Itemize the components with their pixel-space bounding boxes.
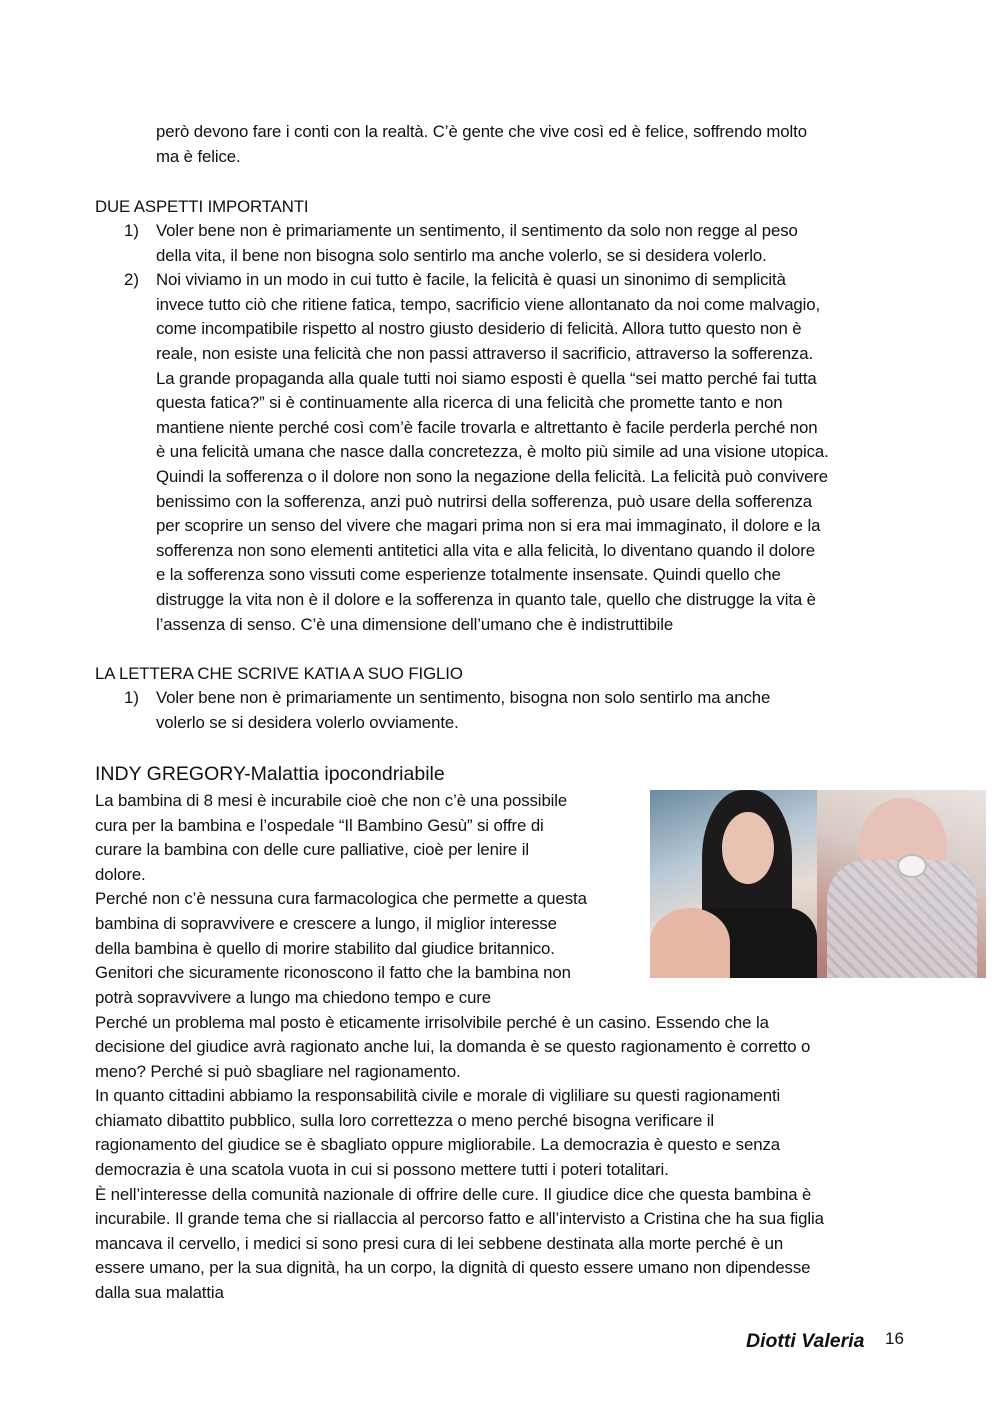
paragraph-line: democrazia è una scatola vuota in cui si possono mettere tutti i poteri totalitari.: [95, 1160, 669, 1179]
paragraph-line: della bambina è quello di morire stabilito dal giudice britannico.: [95, 939, 555, 958]
list-item-line: invece tutto ciò che ritiene fatica, tempo, sacrificio viene allontanato da noi come malvagio,: [156, 295, 821, 314]
section-heading: LA LETTERA CHE SCRIVE KATIA A SUO FIGLIO: [95, 664, 463, 683]
paragraph-line: potrà sopravvivere a lungo ma chiedono tempo e cure: [95, 988, 492, 1007]
paragraph-line: La bambina di 8 mesi è incurabile cioè che non c’è una possibile: [95, 791, 568, 810]
paragraph-line: Genitori che sicuramente riconoscono il fatto che la bambina non: [95, 963, 571, 982]
paragraph-line: chiamato dibattito pubblico, sulla loro correttezza o meno perché bisogna verificare il: [95, 1111, 715, 1130]
list-number: 2): [124, 270, 139, 289]
paragraph-line: dalla sua malattia: [95, 1283, 224, 1302]
list-item-line: questa fatica?” si è continuamente alla ricerca di una felicità che promette tanto e non: [156, 393, 783, 412]
list-item-line: Voler bene non è primariamente un sentimento, bisogna non solo sentirlo ma anche: [156, 688, 771, 707]
paragraph-line: dolore.: [95, 865, 146, 884]
list-item-line: distrugge la vita non è il dolore e la sofferenza in quanto tale, quello che distrugge la vita è: [156, 590, 816, 609]
list-item-line: benissimo con la sofferenza, anzi può nutrirsi della sofferenza, può usare della sofferenza: [156, 492, 813, 511]
list-number: 1): [124, 688, 139, 707]
list-item-line: per scoprire un senso del vivere che magari prima non si era mai immaginato, il dolore e la: [156, 516, 821, 535]
paragraph-line: bambina di sopravvivere e crescere a lungo, il miglior interesse: [95, 914, 557, 933]
list-item-line: Voler bene non è primariamente un sentimento, il sentimento da solo non regge al peso: [156, 221, 798, 240]
intro-line: ma è felice.: [156, 147, 241, 166]
list-item-line: Noi viviamo in un modo in cui tutto è facile, la felicità è quasi un sinonimo di semplicità: [156, 270, 786, 289]
intro-line: però devono fare i conti con la realtà. C’è gente che vive così ed è felice, soffrendo molto: [156, 122, 807, 141]
list-item-line: reale, non esiste una felicità che non passi attraverso il sacrificio, attraverso la sofferenza.: [156, 344, 814, 363]
section-heading: DUE ASPETTI IMPORTANTI: [95, 197, 309, 216]
paragraph-line: essere umano, per la sua dignità, ha un corpo, la dignità di questo essere umano non dipendesse: [95, 1258, 811, 1277]
list-item-line: sofferenza non sono elementi antitetici alla vita e alla felicità, lo diventano quando il dolore: [156, 541, 815, 560]
paragraph-line: Perché non c’è nessuna cura farmacologica che permette a questa: [95, 889, 587, 908]
list-item-line: volerlo se si desidera volerlo ovviamente.: [156, 713, 459, 732]
section-title: INDY GREGORY-Malattia ipocondriabile: [95, 763, 445, 785]
paragraph-line: cura per la bambina e l’ospedale “Il Bambino Gesù” si offre di: [95, 816, 544, 835]
paragraph-line: decisione del giudice avrà ragionato anche lui, la domanda è se questo ragionamento è corretto o: [95, 1037, 811, 1056]
list-item-line: Quindi la sofferenza o il dolore non sono la negazione della felicità. La felicità può convivere: [156, 467, 829, 486]
list-item-line: come incompatibile rispetto al nostro giusto desiderio di felicità. Allora tutto questo non è: [156, 319, 802, 338]
list-item-line: e la sofferenza sono vissuti come esperienze totalmente insensate. Quindi quello che: [156, 565, 781, 584]
list-item-line: è una felicità umana che nasce dalla concretezza, è molto più simile ad una visione utopica.: [156, 442, 829, 461]
paragraph-line: incurabile. Il grande tema che si riallaccia al percorso fatto e all’intervisto a Cristina che ha sua figlia: [95, 1209, 824, 1228]
list-item-line: della vita, il bene non bisogna solo sentirlo ma anche volerlo, se si desidera volerlo.: [156, 246, 767, 265]
photo-collage: [650, 790, 986, 978]
footer-author: Diotti Valeria: [746, 1330, 865, 1352]
list-number: 1): [124, 221, 139, 240]
list-item-line: mantiene niente perché così com’è facile trovarla e altrettanto è facile perderla perché non: [156, 418, 818, 437]
paragraph-line: curare la bambina con delle cure palliative, cioè per lenire il: [95, 840, 529, 859]
paragraph-line: ragionamento del giudice se è sbagliato oppure migliorabile. La democrazia è questo e senza: [95, 1135, 780, 1154]
list-item-line: La grande propaganda alla quale tutti noi siamo esposti è quella “sei matto perché fai tutta: [156, 369, 817, 388]
photo-mother-with-baby: [650, 790, 817, 978]
photo-baby-in-hospital: [817, 790, 986, 978]
list-item-line: l’assenza di senso. C’è una dimensione dell’umano che è indistruttibile: [156, 615, 674, 634]
paragraph-line: In quanto cittadini abbiamo la responsabilità civile e morale di vigliliare su questi ragionamenti: [95, 1086, 781, 1105]
paragraph-line: Perché un problema mal posto è eticamente irrisolvibile perché è un casino. Essendo che la: [95, 1013, 769, 1032]
paragraph-line: mancava il cervello, i medici si sono presi cura di lei sebbene destinata alla morte perché è un: [95, 1234, 784, 1253]
paragraph-line: meno? Perché si può sbagliare nel ragionamento.: [95, 1062, 461, 1081]
page-number: 16: [885, 1329, 904, 1348]
paragraph-line: È nell’interesse della comunità nazionale di offrire delle cure. Il giudice dice che questa bambina è: [95, 1185, 812, 1204]
